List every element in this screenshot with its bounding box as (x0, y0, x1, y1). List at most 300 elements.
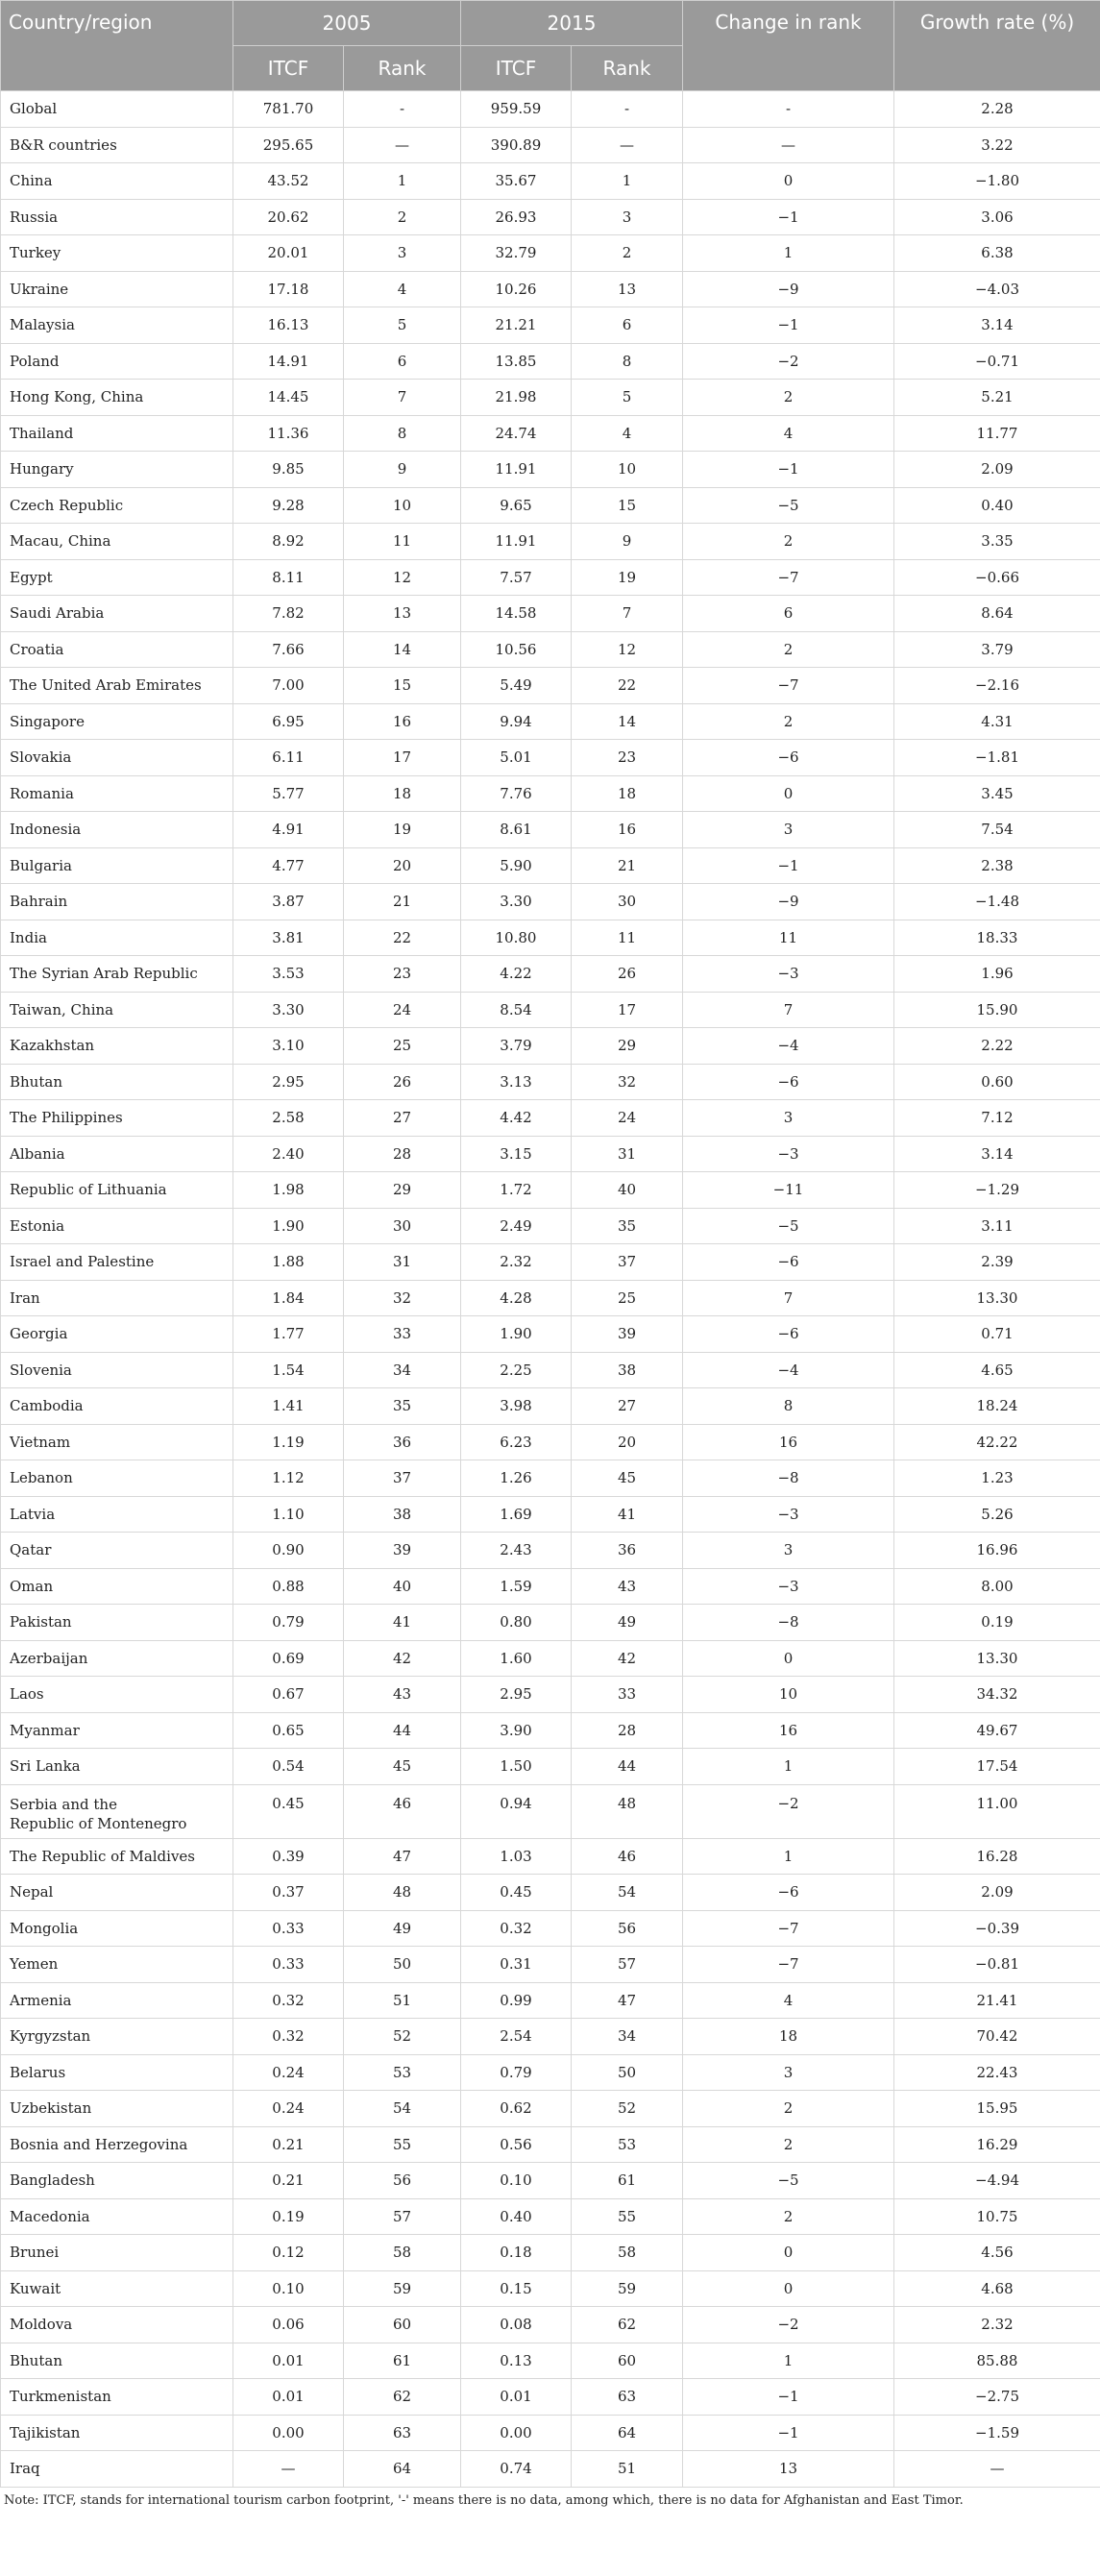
cell-growth-rate: 16.29 (894, 2126, 1100, 2163)
cell-rank-2015: 51 (572, 2451, 683, 2488)
cell-rank-2015: — (572, 127, 683, 163)
cell-growth-rate: −2.16 (894, 668, 1100, 704)
cell-change-in-rank: 16 (683, 1424, 894, 1460)
cell-growth-rate: 15.90 (894, 992, 1100, 1028)
cell-rank-2005: 6 (344, 343, 461, 380)
cell-country: Cambodia (1, 1388, 233, 1425)
cell-itcf-2005: 6.11 (233, 740, 344, 776)
cell-growth-rate: 70.42 (894, 2019, 1100, 2055)
cell-growth-rate: 2.32 (894, 2307, 1100, 2343)
cell-growth-rate: 3.11 (894, 1208, 1100, 1244)
header-rank-2005: Rank (344, 46, 461, 91)
cell-country: Slovakia (1, 740, 233, 776)
table-row (1, 2054, 1100, 2091)
cell-change-in-rank: −4 (683, 1352, 894, 1388)
cell-itcf-2005: 0.32 (233, 1982, 344, 2019)
cell-growth-rate: 4.65 (894, 1352, 1100, 1388)
table-row (1, 343, 1100, 380)
cell-change-in-rank: −6 (683, 1064, 894, 1100)
cell-growth-rate: −0.66 (894, 559, 1100, 596)
cell-itcf-2005: 2.95 (233, 1064, 344, 1100)
cell-rank-2005: 27 (344, 1100, 461, 1137)
table-row (1, 1100, 1100, 1137)
cell-rank-2015: 7 (572, 596, 683, 632)
cell-country: Bulgaria (1, 847, 233, 884)
cell-rank-2005: 61 (344, 2343, 461, 2379)
cell-change-in-rank: 11 (683, 920, 894, 956)
cell-country: Kazakhstan (1, 1028, 233, 1065)
cell-itcf-2005: 3.30 (233, 992, 344, 1028)
cell-rank-2005: 55 (344, 2126, 461, 2163)
table-row (1, 1244, 1100, 1281)
cell-rank-2005: 52 (344, 2019, 461, 2055)
cell-change-in-rank: - (683, 91, 894, 128)
cell-change-in-rank: 2 (683, 2198, 894, 2235)
cell-itcf-2015: 8.54 (461, 992, 572, 1028)
cell-itcf-2005: 1.84 (233, 1280, 344, 1316)
table-row (1, 596, 1100, 632)
cell-rank-2015: 44 (572, 1749, 683, 1785)
cell-growth-rate: 22.43 (894, 2054, 1100, 2091)
cell-growth-rate: 11.77 (894, 415, 1100, 452)
table-row (1, 992, 1100, 1028)
cell-itcf-2015: 21.21 (461, 307, 572, 344)
table-row (1, 703, 1100, 740)
cell-country: Kuwait (1, 2270, 233, 2307)
cell-country: Iran (1, 1280, 233, 1316)
cell-rank-2005: 31 (344, 1244, 461, 1281)
cell-itcf-2015: 959.59 (461, 91, 572, 128)
cell-growth-rate: 3.45 (894, 775, 1100, 812)
cell-growth-rate: 7.12 (894, 1100, 1100, 1137)
cell-change-in-rank: −9 (683, 271, 894, 307)
cell-itcf-2015: 10.56 (461, 631, 572, 668)
cell-itcf-2015: 0.45 (461, 1875, 572, 1911)
cell-change-in-rank: −6 (683, 1244, 894, 1281)
cell-change-in-rank: −4 (683, 1028, 894, 1065)
cell-itcf-2005: 20.01 (233, 235, 344, 272)
cell-growth-rate: 21.41 (894, 1982, 1100, 2019)
cell-itcf-2015: 32.79 (461, 235, 572, 272)
cell-rank-2005: 36 (344, 1424, 461, 1460)
cell-itcf-2005: 1.10 (233, 1496, 344, 1533)
cell-rank-2005: 2 (344, 199, 461, 235)
cell-itcf-2015: 8.61 (461, 812, 572, 848)
table-row (1, 2235, 1100, 2271)
cell-growth-rate: 1.23 (894, 1460, 1100, 1497)
cell-itcf-2015: 3.98 (461, 1388, 572, 1425)
cell-rank-2015: 18 (572, 775, 683, 812)
cell-country: Thailand (1, 415, 233, 452)
cell-rank-2005: 32 (344, 1280, 461, 1316)
cell-itcf-2015: 2.95 (461, 1677, 572, 1713)
cell-itcf-2005: 0.37 (233, 1875, 344, 1911)
cell-itcf-2005: 14.91 (233, 343, 344, 380)
cell-change-in-rank: 18 (683, 2019, 894, 2055)
cell-itcf-2015: 0.15 (461, 2270, 572, 2307)
cell-change-in-rank: 1 (683, 1749, 894, 1785)
cell-country: Israel and Palestine (1, 1244, 233, 1281)
table-row (1, 1424, 1100, 1460)
cell-country: Vietnam (1, 1424, 233, 1460)
cell-rank-2015: 6 (572, 307, 683, 344)
cell-country: Uzbekistan (1, 2091, 233, 2127)
cell-itcf-2005: 0.32 (233, 2019, 344, 2055)
cell-country: Oman (1, 1568, 233, 1605)
cell-itcf-2015: 0.94 (461, 1784, 572, 1838)
cell-growth-rate: −0.39 (894, 1910, 1100, 1947)
cell-rank-2015: 8 (572, 343, 683, 380)
cell-itcf-2005: 0.00 (233, 2415, 344, 2451)
table-row (1, 524, 1100, 560)
cell-country: Laos (1, 1677, 233, 1713)
cell-itcf-2005: 0.24 (233, 2054, 344, 2091)
cell-rank-2015: 36 (572, 1533, 683, 1569)
cell-itcf-2005: 9.28 (233, 487, 344, 524)
cell-country: Myanmar (1, 1712, 233, 1749)
cell-rank-2015: 16 (572, 812, 683, 848)
cell-rank-2015: 38 (572, 1352, 683, 1388)
cell-country: Latvia (1, 1496, 233, 1533)
cell-itcf-2005: — (233, 2451, 344, 2488)
cell-growth-rate: 3.06 (894, 199, 1100, 235)
table-row (1, 1568, 1100, 1605)
cell-growth-rate: −1.80 (894, 163, 1100, 200)
table-row (1, 1064, 1100, 1100)
cell-itcf-2015: 1.60 (461, 1640, 572, 1677)
cell-rank-2015: 57 (572, 1947, 683, 1983)
cell-rank-2005: 23 (344, 956, 461, 993)
cell-itcf-2005: 0.21 (233, 2126, 344, 2163)
cell-change-in-rank: 0 (683, 163, 894, 200)
cell-country: Bhutan (1, 1064, 233, 1100)
cell-rank-2015: 64 (572, 2415, 683, 2451)
cell-growth-rate: −4.03 (894, 271, 1100, 307)
cell-change-in-rank: −1 (683, 307, 894, 344)
cell-country: Lebanon (1, 1460, 233, 1497)
table-row (1, 1677, 1100, 1713)
cell-growth-rate: 5.21 (894, 380, 1100, 416)
cell-country: Malaysia (1, 307, 233, 344)
cell-change-in-rank: −11 (683, 1172, 894, 1209)
cell-rank-2005: 34 (344, 1352, 461, 1388)
cell-country: Bahrain (1, 884, 233, 920)
cell-change-in-rank: −3 (683, 1568, 894, 1605)
cell-growth-rate: 18.33 (894, 920, 1100, 956)
cell-growth-rate: 0.40 (894, 487, 1100, 524)
cell-rank-2015: 56 (572, 1910, 683, 1947)
cell-change-in-rank: −1 (683, 199, 894, 235)
cell-rank-2015: 32 (572, 1064, 683, 1100)
cell-itcf-2005: 2.40 (233, 1136, 344, 1172)
cell-growth-rate: 2.28 (894, 91, 1100, 128)
cell-rank-2015: 13 (572, 271, 683, 307)
cell-rank-2005: 53 (344, 2054, 461, 2091)
cell-growth-rate: 8.64 (894, 596, 1100, 632)
table-row (1, 1208, 1100, 1244)
cell-rank-2005: - (344, 91, 461, 128)
cell-itcf-2005: 3.81 (233, 920, 344, 956)
cell-change-in-rank: −2 (683, 1784, 894, 1838)
cell-growth-rate: 42.22 (894, 1424, 1100, 1460)
table-row (1, 920, 1100, 956)
cell-country: Hungary (1, 452, 233, 488)
cell-change-in-rank: 0 (683, 775, 894, 812)
cell-growth-rate: 2.39 (894, 1244, 1100, 1281)
cell-country: Tajikistan (1, 2415, 233, 2451)
cell-rank-2005: 51 (344, 1982, 461, 2019)
cell-itcf-2005: 1.90 (233, 1208, 344, 1244)
cell-growth-rate: 85.88 (894, 2343, 1100, 2379)
cell-change-in-rank: −5 (683, 2163, 894, 2199)
cell-growth-rate: 34.32 (894, 1677, 1100, 1713)
cell-rank-2015: 40 (572, 1172, 683, 1209)
cell-change-in-rank: 2 (683, 524, 894, 560)
table-row (1, 1982, 1100, 2019)
cell-itcf-2015: 35.67 (461, 163, 572, 200)
cell-rank-2015: 48 (572, 1784, 683, 1838)
cell-growth-rate: 3.14 (894, 1136, 1100, 1172)
cell-itcf-2015: 0.79 (461, 2054, 572, 2091)
cell-itcf-2005: 3.87 (233, 884, 344, 920)
cell-itcf-2005: 11.36 (233, 415, 344, 452)
cell-rank-2005: 9 (344, 452, 461, 488)
header-change-in-rank: Change in rank (683, 1, 894, 91)
cell-itcf-2015: 10.80 (461, 920, 572, 956)
cell-rank-2015: 55 (572, 2198, 683, 2235)
cell-rank-2005: 7 (344, 380, 461, 416)
table-row (1, 2307, 1100, 2343)
cell-country: Georgia (1, 1316, 233, 1353)
cell-itcf-2005: 4.77 (233, 847, 344, 884)
cell-rank-2005: 56 (344, 2163, 461, 2199)
cell-itcf-2005: 1.19 (233, 1424, 344, 1460)
cell-country: Poland (1, 343, 233, 380)
cell-itcf-2015: 1.50 (461, 1749, 572, 1785)
table-row (1, 487, 1100, 524)
cell-country: Kyrgyzstan (1, 2019, 233, 2055)
cell-country: Global (1, 91, 233, 128)
cell-country: Azerbaijan (1, 1640, 233, 1677)
cell-itcf-2005: 1.77 (233, 1316, 344, 1353)
cell-itcf-2005: 295.65 (233, 127, 344, 163)
cell-rank-2015: 50 (572, 2054, 683, 2091)
cell-growth-rate: 2.38 (894, 847, 1100, 884)
cell-rank-2015: 12 (572, 631, 683, 668)
cell-rank-2015: 1 (572, 163, 683, 200)
cell-itcf-2005: 0.33 (233, 1910, 344, 1947)
cell-itcf-2005: 0.79 (233, 1605, 344, 1641)
cell-rank-2005: 10 (344, 487, 461, 524)
table-row (1, 1280, 1100, 1316)
cell-rank-2005: 5 (344, 307, 461, 344)
cell-country: Estonia (1, 1208, 233, 1244)
cell-country: Sri Lanka (1, 1749, 233, 1785)
cell-country: Bosnia and Herzegovina (1, 2126, 233, 2163)
cell-rank-2005: 12 (344, 559, 461, 596)
cell-growth-rate: 3.35 (894, 524, 1100, 560)
cell-change-in-rank: — (683, 127, 894, 163)
table-row (1, 1028, 1100, 1065)
cell-itcf-2005: 0.39 (233, 1838, 344, 1875)
cell-rank-2005: 43 (344, 1677, 461, 1713)
cell-rank-2005: 4 (344, 271, 461, 307)
cell-growth-rate: 5.26 (894, 1496, 1100, 1533)
cell-growth-rate: 0.19 (894, 1605, 1100, 1641)
cell-itcf-2015: 1.03 (461, 1838, 572, 1875)
cell-rank-2015: 15 (572, 487, 683, 524)
cell-change-in-rank: 10 (683, 1677, 894, 1713)
cell-growth-rate: 3.14 (894, 307, 1100, 344)
cell-itcf-2015: 1.69 (461, 1496, 572, 1533)
cell-country: India (1, 920, 233, 956)
cell-rank-2005: 18 (344, 775, 461, 812)
cell-itcf-2015: 2.54 (461, 2019, 572, 2055)
cell-rank-2005: 47 (344, 1838, 461, 1875)
cell-itcf-2015: 0.80 (461, 1605, 572, 1641)
table-row (1, 884, 1100, 920)
table-row (1, 956, 1100, 993)
cell-rank-2005: 15 (344, 668, 461, 704)
cell-rank-2015: 42 (572, 1640, 683, 1677)
table-row (1, 2415, 1100, 2451)
cell-itcf-2005: 8.11 (233, 559, 344, 596)
header-growth-rate: Growth rate (%) (894, 1, 1100, 91)
cell-rank-2015: 19 (572, 559, 683, 596)
cell-growth-rate: 7.54 (894, 812, 1100, 848)
cell-itcf-2005: 1.88 (233, 1244, 344, 1281)
header-country: Country/region (1, 1, 233, 91)
cell-change-in-rank: −5 (683, 1208, 894, 1244)
cell-growth-rate: 8.00 (894, 1568, 1100, 1605)
cell-rank-2005: 13 (344, 596, 461, 632)
cell-rank-2015: 62 (572, 2307, 683, 2343)
cell-country: Yemen (1, 1947, 233, 1983)
cell-itcf-2015: 0.32 (461, 1910, 572, 1947)
cell-rank-2005: 46 (344, 1784, 461, 1838)
cell-itcf-2005: 7.00 (233, 668, 344, 704)
cell-rank-2005: 37 (344, 1460, 461, 1497)
cell-rank-2005: 57 (344, 2198, 461, 2235)
cell-itcf-2015: 0.13 (461, 2343, 572, 2379)
cell-change-in-rank: 7 (683, 1280, 894, 1316)
cell-rank-2005: 25 (344, 1028, 461, 1065)
cell-itcf-2005: 8.92 (233, 524, 344, 560)
cell-growth-rate: −1.81 (894, 740, 1100, 776)
cell-rank-2005: 42 (344, 1640, 461, 1677)
cell-rank-2015: 29 (572, 1028, 683, 1065)
table-row (1, 2019, 1100, 2055)
table-row (1, 2091, 1100, 2127)
cell-itcf-2015: 2.43 (461, 1533, 572, 1569)
cell-rank-2005: 28 (344, 1136, 461, 1172)
cell-change-in-rank: −1 (683, 2415, 894, 2451)
table-row (1, 740, 1100, 776)
cell-growth-rate: 13.30 (894, 1640, 1100, 1677)
cell-growth-rate: 15.95 (894, 2091, 1100, 2127)
cell-itcf-2015: 0.56 (461, 2126, 572, 2163)
cell-change-in-rank: −2 (683, 2307, 894, 2343)
cell-itcf-2005: 9.85 (233, 452, 344, 488)
cell-itcf-2015: 14.58 (461, 596, 572, 632)
cell-rank-2005: 21 (344, 884, 461, 920)
cell-rank-2005: 60 (344, 2307, 461, 2343)
cell-country: The Republic of Maldives (1, 1838, 233, 1875)
cell-rank-2005: 8 (344, 415, 461, 452)
cell-change-in-rank: −2 (683, 343, 894, 380)
table-row (1, 559, 1100, 596)
cell-itcf-2005: 0.01 (233, 2379, 344, 2416)
table-row (1, 199, 1100, 235)
cell-itcf-2015: 9.94 (461, 703, 572, 740)
cell-rank-2005: 35 (344, 1388, 461, 1425)
cell-country: China (1, 163, 233, 200)
cell-rank-2005: 14 (344, 631, 461, 668)
cell-change-in-rank: 13 (683, 2451, 894, 2488)
cell-change-in-rank: −9 (683, 884, 894, 920)
cell-change-in-rank: 3 (683, 1533, 894, 1569)
cell-rank-2015: 10 (572, 452, 683, 488)
cell-itcf-2015: 1.90 (461, 1316, 572, 1353)
cell-growth-rate: 4.31 (894, 703, 1100, 740)
header-rank-2015: Rank (572, 46, 683, 91)
cell-rank-2015: 21 (572, 847, 683, 884)
cell-growth-rate: −0.81 (894, 1947, 1100, 1983)
cell-rank-2005: — (344, 127, 461, 163)
table-row (1, 127, 1100, 163)
cell-itcf-2005: 0.19 (233, 2198, 344, 2235)
cell-rank-2015: 23 (572, 740, 683, 776)
cell-change-in-rank: −7 (683, 1910, 894, 1947)
cell-rank-2015: 63 (572, 2379, 683, 2416)
cell-growth-rate: −1.59 (894, 2415, 1100, 2451)
table-row (1, 2163, 1100, 2199)
table-row (1, 2198, 1100, 2235)
cell-rank-2015: 20 (572, 1424, 683, 1460)
cell-growth-rate: 3.79 (894, 631, 1100, 668)
cell-itcf-2015: 0.08 (461, 2307, 572, 2343)
cell-growth-rate: 16.28 (894, 1838, 1100, 1875)
cell-itcf-2015: 0.74 (461, 2451, 572, 2488)
cell-itcf-2015: 0.99 (461, 1982, 572, 2019)
cell-itcf-2005: 2.58 (233, 1100, 344, 1137)
cell-change-in-rank: 0 (683, 1640, 894, 1677)
cell-growth-rate: 2.09 (894, 452, 1100, 488)
cell-change-in-rank: −6 (683, 1316, 894, 1353)
cell-country: Armenia (1, 1982, 233, 2019)
cell-rank-2015: 49 (572, 1605, 683, 1641)
table-row (1, 2451, 1100, 2488)
cell-country: Czech Republic (1, 487, 233, 524)
cell-country: Belarus (1, 2054, 233, 2091)
table-note: Note: ITCF, stands for international tourism carbon footprint, '-' means there is no data, among which, there is no data for Afghanistan and East Timor. (4, 2492, 964, 2508)
cell-rank-2005: 39 (344, 1533, 461, 1569)
cell-rank-2015: 22 (572, 668, 683, 704)
cell-change-in-rank: −7 (683, 1947, 894, 1983)
cell-growth-rate: 17.54 (894, 1749, 1100, 1785)
cell-itcf-2015: 5.90 (461, 847, 572, 884)
header-itcf-2005: ITCF (233, 46, 344, 91)
cell-itcf-2015: 4.22 (461, 956, 572, 993)
cell-itcf-2005: 0.33 (233, 1947, 344, 1983)
table-row (1, 1533, 1100, 1569)
cell-country: Romania (1, 775, 233, 812)
cell-change-in-rank: −5 (683, 487, 894, 524)
cell-rank-2005: 59 (344, 2270, 461, 2307)
cell-rank-2015: 14 (572, 703, 683, 740)
cell-growth-rate: 0.71 (894, 1316, 1100, 1353)
cell-rank-2015: - (572, 91, 683, 128)
